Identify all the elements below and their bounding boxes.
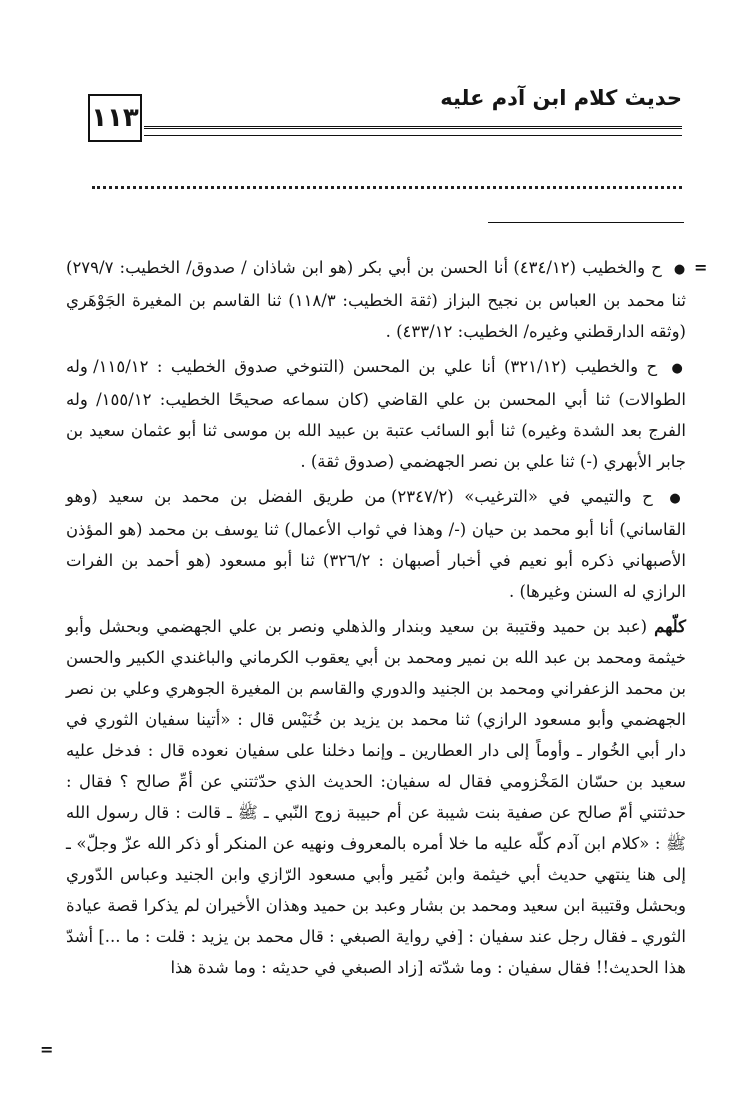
paragraph-text: ح والخطيب (٣٢١/١٢) أنا علي بن المحسن (التنوخي صدوق الخطيب : ١١٥/١٢/ وله الطوالات) ثنا أبي المحسن بن علي القاضي (كان سماعه صحيحًا الخطيب: ١٥٥/١٢/ وله الفرج بعد الشدة وغيره) ثنا أبو السائب عتبة بن عبيد الله بن موسى ثنا أبو عثمان سعيد بن جابر الأبهري (-) ثنا علي بن نصر الجهضمي (صدوق ثقة) . xyxy=(66,357,686,471)
main-paragraph xyxy=(66,611,686,983)
main-lead-word: كلّهم xyxy=(654,617,686,636)
dotted-separator xyxy=(92,186,682,189)
footnote-rule xyxy=(488,222,684,223)
bullet-icon: ● xyxy=(673,262,687,277)
paragraph-text: ح والخطيب (٤٣٤/١٢) أنا الحسن بن أبي بكر (هو ابن شاذان / صدوق/ الخطيب: ٢٧٩/٧) ثنا محمد بن العباس بن نجيح البزاز (ثقة الخطيب: ١١٨/٣) ثنا القاسم بن المغيرة الجَوْهَري (وثقه الدارقطني وغيره/ الخطيب: ٤٣٣/١٢) . xyxy=(66,258,686,341)
bullet-icon: ● xyxy=(671,361,686,376)
running-title: حديث كلام ابن آدم عليه xyxy=(440,86,682,110)
margin-mark-bottom: = xyxy=(40,1040,54,1059)
page-header xyxy=(82,86,682,156)
header-rule xyxy=(144,126,682,136)
footnote-paragraph xyxy=(66,481,686,607)
paragraph-text: ح والتيمي في «الترغيب» (٢٣٤٧/٢) من طريق الفضل بن محمد بن سعيد (وهو القاساني) أنا أبو محمد بن حيان (-/ وهذا في ثواب الأعمال) ثنا يوسف بن محمد (هو المؤذن الأصبهاني ذكره أبو نعيم في أخبار أصبهان : ٣٢٦/٢) ثنا أبو مسعود (هو أحمد بن الفرات الرازي له السنن وغيرها) . xyxy=(66,487,686,601)
main-paragraph-text: (عبد بن حميد وقتيبة بن سعيد وبندار والذهلي ونصر بن علي الجهضمي وبحشل وأبو خيثمة ومحمد بن عبد الله بن نمير ومحمد بن أبي يعقوب الكرماني والباغندي الكبير والحسن بن محمد الزعفراني ومحمد بن الجنيد والدوري والقاسم بن المغيرة الجوهري وعلي بن نصر الجهضمي وأبو مسعود الرازي) ثنا محمد بن يزيد بن خُنَيْس قال : «أتينا سفيان الثوري في دار أبي الخُوار ـ وأوماً إلى دار العطارين ـ وإنما دخلنا على سفيان نعوده قال : فدخل عليه سعيد بن حسّان المَخْزومي فقال له سفيان: الحديث الذي حدّثتني عن أمِّ صالح ؟ فقال : حدثتني أمّ صالح عن صفية بنت شيبة عن أم حبيبة زوج النّبي ـ ﷺ ـ قالت : قال رسول الله ﷺ : «كلام ابن آدم كلّه عليه ما خلا أمره بالمعروف ونهيه عن المنكر أو ذكر الله عزّ وجلّ» ـ إلى هنا ينتهي حديث أبي خيثمة وابن نُمَير وأبي مسعود الرّازي وابن الجنيد وعباس الدّوري وبحشل وقتيبة ابن سعيد ومحمد بن بشار وعبد بن حميد وهذان الأخيران لم يذكرا قصة عيادة الثوري ـ فقال رجل عند سفيان : [في رواية الصبغي : قال محمد بن يزيد : قلت : ما ...] أشدّ هذا الحديث!! فقال سفيان : وما شدّته [زاد الصبغي في حديثه : وما شدة هذا xyxy=(66,617,686,977)
page-number: ١١٣ xyxy=(88,94,142,142)
footnote-paragraph xyxy=(66,252,686,347)
footnote-paragraph xyxy=(66,351,686,477)
margin-mark-top: = xyxy=(694,258,708,277)
page-content xyxy=(66,252,686,987)
bullet-icon: ● xyxy=(669,491,687,506)
